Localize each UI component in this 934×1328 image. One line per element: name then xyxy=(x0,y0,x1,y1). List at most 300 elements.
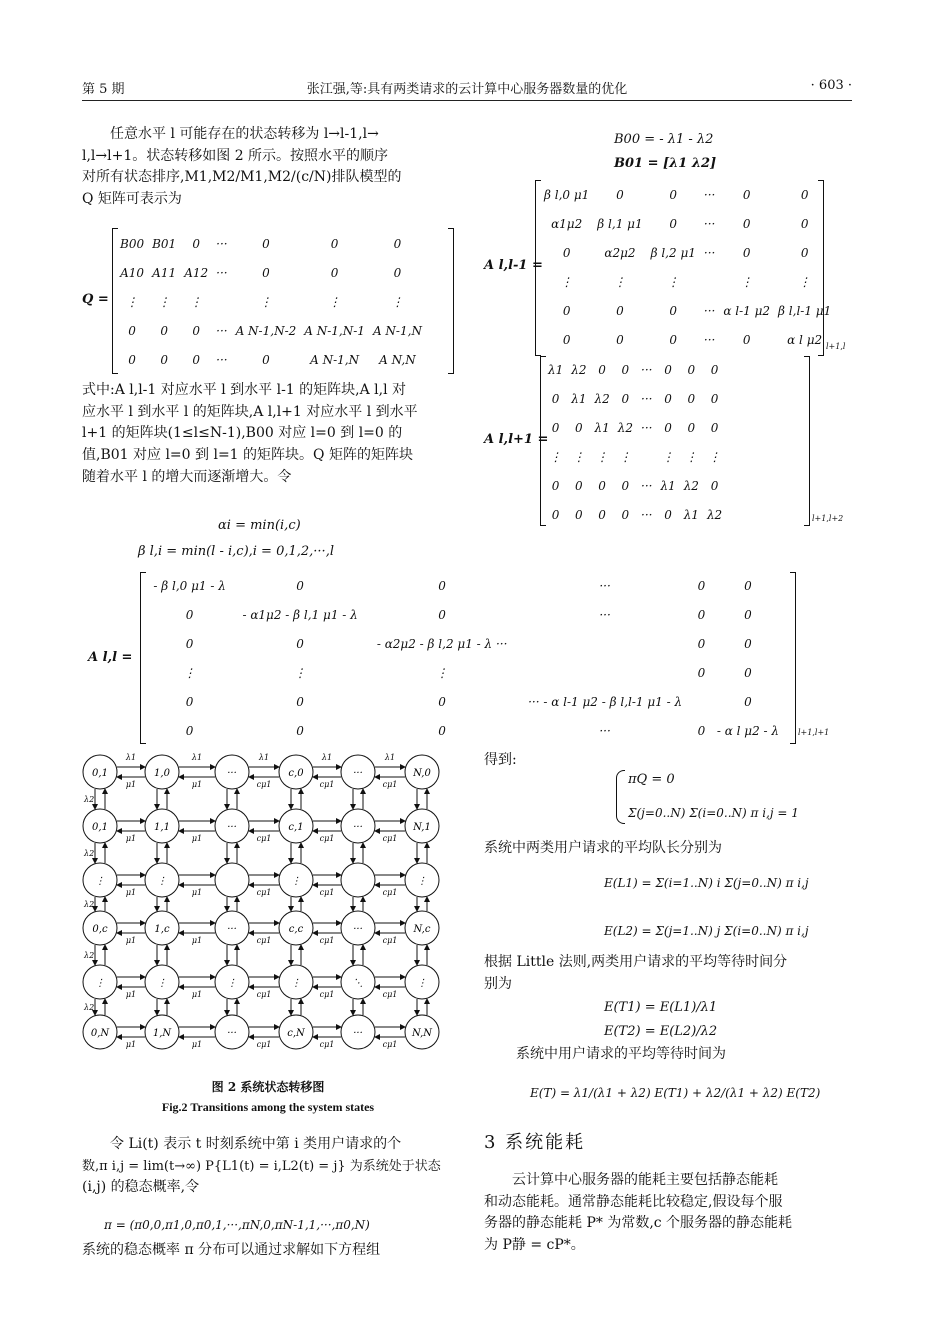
state-label: c,0 xyxy=(288,768,304,779)
text-line: 云计算中心服务器的能耗主要包括静态能耗 xyxy=(512,1172,778,1188)
matrix-row xyxy=(146,658,786,687)
matrix-cell: ··· xyxy=(641,478,653,493)
matrix-cell: 0 xyxy=(160,323,168,338)
q-matrix-label: Q = xyxy=(82,292,109,307)
matrix-cell: 0 xyxy=(185,636,194,651)
matrix-cell: 0 xyxy=(192,352,200,367)
matrix-cell: 0 xyxy=(616,187,624,202)
matrix-explanation xyxy=(82,380,452,489)
matrix-cell: ⋮ xyxy=(613,274,626,289)
a-diag-size: l+1,l+1 xyxy=(798,728,830,737)
edge-label: λ1 xyxy=(384,753,396,762)
matrix-cell: β l,2 μ1 xyxy=(650,245,696,260)
matrix-cell: 0 xyxy=(697,578,706,593)
edge-label: cμ1 xyxy=(382,1040,398,1049)
matrix-cell: ⋮ xyxy=(391,294,404,309)
matrix-cell: 0 xyxy=(192,323,200,338)
energy-paragraph xyxy=(484,1170,854,1257)
matrix-cell: ··· xyxy=(216,236,228,251)
matrix-cell: 0 xyxy=(742,245,751,260)
matrix-cell: 0 xyxy=(562,245,571,260)
matrix-cell: 0 xyxy=(697,723,706,738)
matrix-cell: 0 xyxy=(710,420,719,435)
matrix-cell: 0 xyxy=(687,420,696,435)
matrix-cell: ··· xyxy=(216,323,228,338)
text-line: 务器的静态能耗 P* 为常数,c 个服务器的静态能耗 xyxy=(484,1215,793,1232)
a-lower-size: l+1,l xyxy=(826,342,846,351)
matrix-cell: 0 xyxy=(710,391,719,406)
edge-label: cμ1 xyxy=(382,888,398,897)
matrix-cell: ⋮ xyxy=(328,294,341,309)
matrix-row xyxy=(146,600,786,629)
edge-label: λ1 xyxy=(125,753,137,762)
state-label: ⋮ xyxy=(157,978,167,989)
matrix-cell: ⋮ xyxy=(740,274,753,289)
matrix-cell: 0 xyxy=(393,236,402,251)
matrix-row xyxy=(116,345,426,374)
matrix-cell: 0 xyxy=(800,245,809,260)
matrix-cell xyxy=(517,629,693,658)
matrix-cell: 0 xyxy=(551,507,560,522)
text-line: 数,π i,j = lim(t→∞) P{L1(t) = i,L2(t) = j} 为系统处于状态 xyxy=(82,1158,441,1174)
edge-label: λ1 xyxy=(258,753,270,762)
matrix-cell: ⋮ xyxy=(294,665,307,680)
matrix-cell: 0 xyxy=(664,391,672,406)
figure-caption-en: Fig.2 Transitions among the system states xyxy=(161,1100,375,1114)
state-label: ··· xyxy=(227,924,237,935)
a-diag-label: A l,l = xyxy=(88,650,133,665)
state-label: N,c xyxy=(413,924,431,935)
matrix-cell: 0 xyxy=(621,507,630,522)
obtain-label: 得到: xyxy=(484,752,517,768)
state-label: ⋮ xyxy=(291,978,301,989)
matrix-cell: ··· xyxy=(703,332,716,347)
state-node xyxy=(215,863,249,897)
edge-label: cμ1 xyxy=(382,990,398,999)
matrix-cell: 0 xyxy=(744,694,752,709)
edge-label: cμ1 xyxy=(256,834,272,843)
matrix-cell: 0 xyxy=(128,352,136,367)
matrix-cell: 0 xyxy=(616,303,624,318)
matrix-cell: ··· xyxy=(641,391,653,406)
matrix-cell: ··· xyxy=(703,187,716,202)
matrix-cell: A12 xyxy=(184,265,209,280)
matrix-cell: 0 xyxy=(616,332,624,347)
queue-length-text: 系统中两类用户请求的平均队长分别为 xyxy=(484,840,722,856)
edge-label: λ2 xyxy=(84,1003,95,1012)
text-line: 根据 Little 法则,两类用户请求的平均等待时间分 xyxy=(484,954,788,970)
matrix-cell: 0 xyxy=(744,665,752,680)
state-transition-diagram xyxy=(82,746,454,1050)
matrix-cell: 0 xyxy=(185,723,194,738)
matrix-cell: α l μ2 xyxy=(787,332,823,347)
edge-label: cμ1 xyxy=(319,780,335,789)
text-line: (i,j) 的稳态概率,令 xyxy=(82,1179,200,1196)
edge-label: λ2 xyxy=(84,795,95,804)
matrix-cell: 0 xyxy=(438,578,446,593)
matrix-cell: λ2 xyxy=(594,391,610,406)
matrix-cell: 0 xyxy=(438,723,446,738)
state-label: ··· xyxy=(353,1028,363,1039)
issue-number: 第 5 期 xyxy=(82,82,125,97)
matrix-row xyxy=(116,287,426,316)
state-label: 0,c xyxy=(92,924,108,935)
el1-equation: E(L1) = Σ(i=1..N) i Σ(j=0..N) π i,j xyxy=(604,876,809,890)
matrix-cell xyxy=(517,658,693,687)
edge-label: μ1 xyxy=(191,1040,203,1049)
matrix-cell: 0 xyxy=(551,478,560,493)
state-label: c,N xyxy=(287,1028,305,1039)
matrix-cell: 0 xyxy=(598,507,606,522)
matrix-cell: 0 xyxy=(393,265,402,280)
matrix-cell: β l,l-1 μ1 xyxy=(778,303,832,318)
matrix-row xyxy=(116,316,426,345)
matrix-cell: 0 xyxy=(192,236,200,251)
matrix-cell xyxy=(212,287,231,316)
state-label: 1,1 xyxy=(154,822,170,833)
matrix-cell: 0 xyxy=(262,352,270,367)
text-line: 任意水平 l 可能存在的状态转移为 l→l-1,l→ xyxy=(110,126,379,142)
matrix-cell: 0 xyxy=(185,694,194,709)
matrix-row xyxy=(540,296,835,325)
et1-equation: E(T1) = E(L1)/λ1 xyxy=(604,1000,718,1015)
matrix-cell: 0 xyxy=(744,607,752,622)
beta-definition: β l,i = min(l - i,c),i = 0,1,2,···,l xyxy=(138,544,334,559)
matrix-cell: ⋮ xyxy=(619,449,632,464)
edge-label: λ2 xyxy=(84,951,95,960)
text-line: 随着水平 l 的增大而逐渐增大。令 xyxy=(82,468,292,485)
avg-wait-text: 系统中用户请求的平均等待时间为 xyxy=(516,1046,726,1062)
edge-label: μ1 xyxy=(191,990,203,999)
matrix-cell: ··· xyxy=(641,507,653,522)
matrix-cell: - β l,0 μ1 - λ xyxy=(153,578,226,593)
matrix-cell: 0 xyxy=(575,478,583,493)
edge-label: μ1 xyxy=(125,990,137,999)
a-diag-matrix xyxy=(146,571,786,745)
state-label: ··· xyxy=(353,768,363,779)
a-upper-matrix xyxy=(544,355,726,529)
matrix-cell: 0 xyxy=(687,391,696,406)
matrix-cell: 0 xyxy=(697,636,706,651)
state-label: ··· xyxy=(353,924,363,935)
state-transition-figure xyxy=(82,746,454,1050)
text-line: Q 矩阵可表示为 xyxy=(82,191,182,208)
edge-label: cμ1 xyxy=(319,990,335,999)
page-number: · 603 · xyxy=(810,78,852,93)
matrix-cell: λ1 xyxy=(548,362,564,377)
matrix-row xyxy=(146,687,786,716)
matrix-cell: α1μ2 xyxy=(551,216,583,231)
matrix-cell: 0 xyxy=(697,665,706,680)
a-lower-matrix xyxy=(540,180,835,354)
edge-label: λ1 xyxy=(191,753,203,762)
edge-label: cμ1 xyxy=(256,1040,272,1049)
matrix-cell: B01 xyxy=(152,236,177,251)
edge-label: μ1 xyxy=(125,1040,137,1049)
matrix-cell: 0 xyxy=(744,636,752,651)
matrix-cell: λ2 xyxy=(617,420,633,435)
matrix-cell: ⋮ xyxy=(436,665,449,680)
state-label: ··· xyxy=(227,768,237,779)
state-label: ··· xyxy=(227,1028,237,1039)
matrix-cell: 0 xyxy=(575,507,583,522)
edge-label: cμ1 xyxy=(319,888,335,897)
edge-label: μ1 xyxy=(125,780,137,789)
edge-label: λ2 xyxy=(84,849,95,858)
matrix-row xyxy=(544,471,726,500)
matrix-cell: 0 xyxy=(562,303,571,318)
edge-label: cμ1 xyxy=(382,834,398,843)
edge-label: cμ1 xyxy=(319,936,335,945)
matrix-cell: 0 xyxy=(742,216,751,231)
matrix-cell: β l,0 μ1 xyxy=(544,187,590,202)
matrix-row xyxy=(544,384,726,413)
b00-equation: B00 = - λ1 - λ2 xyxy=(614,132,714,147)
matrix-row xyxy=(544,355,726,384)
matrix-cell: λ2 xyxy=(571,362,587,377)
matrix-cell: 0 xyxy=(687,362,696,377)
matrix-cell: ⋮ xyxy=(572,449,585,464)
matrix-cell: ··· - α l-1 μ2 - β l,l-1 μ1 - λ xyxy=(528,694,683,709)
matrix-cell: ··· xyxy=(599,578,611,593)
matrix-cell: ⋮ xyxy=(126,294,139,309)
matrix-cell: 0 xyxy=(710,362,719,377)
matrix-cell: - α2μ2 - β l,2 μ1 - λ ··· xyxy=(376,636,508,651)
matrix-cell: A N-1,N xyxy=(372,323,422,338)
matrix-cell: 0 xyxy=(438,607,446,622)
equation-normalize: Σ(j=0..N) Σ(i=0..N) π i,j = 1 xyxy=(628,806,799,820)
matrix-row xyxy=(146,629,786,658)
matrix-row xyxy=(146,716,786,745)
matrix-cell: λ2 xyxy=(683,478,699,493)
matrix-cell: 0 xyxy=(562,332,571,347)
matrix-row xyxy=(116,229,426,258)
state-label: N,0 xyxy=(413,768,431,779)
matrix-cell: 0 xyxy=(742,187,751,202)
matrix-cell: ⋮ xyxy=(158,294,171,309)
matrix-cell: 0 xyxy=(330,265,339,280)
section-heading: 3 系统能耗 xyxy=(484,1132,586,1153)
edge-label: cμ1 xyxy=(319,834,335,843)
matrix-bracket-right xyxy=(448,228,454,374)
state-label: c,1 xyxy=(288,822,304,833)
pi-vector: π = (π0,0,π1,0,π0,1,···,πN,0,πN-1,1,···,π0,N) xyxy=(104,1218,370,1232)
et2-equation: E(T2) = E(L2)/λ2 xyxy=(604,1024,718,1039)
matrix-cell: 0 xyxy=(262,236,270,251)
matrix-cell: λ1 xyxy=(594,420,610,435)
matrix-bracket-right xyxy=(790,572,796,744)
state-label: c,c xyxy=(288,924,304,935)
matrix-cell: ··· xyxy=(703,245,716,260)
matrix-cell: 0 xyxy=(800,187,809,202)
text-line: 系统的稳态概率 π 分布可以通过求解如下方程组 xyxy=(82,1242,381,1258)
matrix-cell: ··· xyxy=(641,420,653,435)
matrix-row xyxy=(540,325,835,354)
edge-label: cμ1 xyxy=(256,780,272,789)
matrix-cell: B00 xyxy=(120,236,145,251)
matrix-cell: - α l μ2 - λ xyxy=(716,723,780,738)
matrix-cell: ⋮ xyxy=(549,449,562,464)
text-line: l,l→l+1。状态转移如图 2 所示。按照水平的顺序 xyxy=(82,147,389,164)
matrix-bracket-right xyxy=(804,356,810,526)
matrix-cell: ··· xyxy=(599,607,611,622)
matrix-cell: 0 xyxy=(296,578,304,593)
steady-state-paragraph xyxy=(82,1134,454,1199)
el2-equation: E(L2) = Σ(j=1..N) j Σ(i=0..N) π i,j xyxy=(604,924,809,938)
matrix-cell: A11 xyxy=(152,265,177,280)
q-matrix xyxy=(116,229,426,374)
matrix-row xyxy=(540,238,835,267)
edge-label: μ1 xyxy=(191,834,203,843)
matrix-cell xyxy=(693,687,710,716)
edge-label: μ1 xyxy=(191,780,203,789)
matrix-cell: 0 xyxy=(575,420,583,435)
edge-label: cμ1 xyxy=(382,780,398,789)
edge-label: cμ1 xyxy=(319,1040,335,1049)
text-line: 令 Li(t) 表示 t 时刻系统中第 i 类用户请求的个 xyxy=(110,1136,402,1152)
text-line: 应水平 l 到水平 l 的矩阵块,A l,l+1 对应水平 l 到水平 xyxy=(82,403,418,420)
state-label: ··· xyxy=(227,822,237,833)
alpha-definition: αi = min(i,c) xyxy=(218,518,301,533)
a-upper-size: l+1,l+2 xyxy=(812,514,844,523)
state-label: ⋮ xyxy=(157,876,167,887)
matrix-cell: λ1 xyxy=(683,507,699,522)
state-label: ··· xyxy=(353,822,363,833)
state-label: ⋮ xyxy=(227,978,237,989)
matrix-cell: 0 xyxy=(664,420,672,435)
matrix-row xyxy=(116,258,426,287)
text-line: l+1 的矩阵块(1≤l≤N-1),B00 对应 l=0 到 l=0 的 xyxy=(82,425,403,442)
matrix-cell: 0 xyxy=(598,478,606,493)
matrix-cell: - α1μ2 - β l,1 μ1 - λ xyxy=(242,607,358,622)
matrix-cell: A N-1,N-1 xyxy=(304,323,365,338)
matrix-cell: 0 xyxy=(664,362,672,377)
matrix-cell: ⋮ xyxy=(596,449,609,464)
state-label: ⋮ xyxy=(95,978,105,989)
matrix-cell: A N-1,N xyxy=(310,352,360,367)
matrix-cell: β l,1 μ1 xyxy=(597,216,643,231)
matrix-row xyxy=(146,571,786,600)
matrix-cell: 0 xyxy=(598,362,606,377)
matrix-cell: ⋮ xyxy=(183,665,196,680)
b01-equation: B01 = [λ1 λ2] xyxy=(614,156,717,171)
matrix-cell: 0 xyxy=(128,323,136,338)
matrix-cell: 0 xyxy=(621,478,630,493)
matrix-cell: ⋮ xyxy=(685,449,698,464)
state-label: 1,N xyxy=(152,1028,172,1039)
matrix-row xyxy=(544,413,726,442)
matrix-row xyxy=(540,209,835,238)
edge-label: cμ1 xyxy=(256,888,272,897)
state-label: N,1 xyxy=(413,822,431,833)
state-label: 0,1 xyxy=(92,822,108,833)
edge-label: μ1 xyxy=(125,936,137,945)
matrix-cell: 0 xyxy=(438,694,446,709)
text-line: 别为 xyxy=(484,975,512,992)
matrix-cell: 0 xyxy=(621,362,630,377)
matrix-cell: ⋮ xyxy=(798,274,811,289)
text-line: 值,B01 对应 l=0 到 l=1 的矩阵块。Q 矩阵的矩阵块 xyxy=(82,447,413,464)
matrix-cell: λ2 xyxy=(706,507,723,522)
matrix-row xyxy=(540,180,835,209)
matrix-cell xyxy=(700,267,719,296)
intro-paragraph xyxy=(82,124,452,211)
matrix-cell: A10 xyxy=(120,265,145,280)
matrix-cell: 0 xyxy=(669,332,678,347)
matrix-cell: 0 xyxy=(551,420,560,435)
matrix-cell: 0 xyxy=(621,391,630,406)
edge-label: μ1 xyxy=(191,936,203,945)
edge-label: μ1 xyxy=(125,834,137,843)
state-label: N,N xyxy=(411,1028,433,1039)
matrix-cell: ⋮ xyxy=(190,294,203,309)
matrix-cell: ··· xyxy=(216,265,228,280)
text-line: 式中:A l,l-1 对应水平 l 到水平 l-1 的矩阵块,A l,l 对 xyxy=(82,382,407,398)
state-label: ⋮ xyxy=(291,876,301,887)
matrix-cell: 0 xyxy=(744,578,752,593)
matrix-cell: 0 xyxy=(742,332,751,347)
matrix-cell: ⋮ xyxy=(662,449,675,464)
system-brace xyxy=(616,770,625,824)
matrix-cell: λ1 xyxy=(660,478,676,493)
matrix-cell: ··· xyxy=(641,362,653,377)
state-label: ⋱ xyxy=(353,978,363,989)
state-label: 1,0 xyxy=(154,768,170,779)
matrix-cell: 0 xyxy=(296,723,304,738)
matrix-cell: ··· xyxy=(599,723,611,738)
matrix-cell: 0 xyxy=(800,216,809,231)
matrix-cell: ⋮ xyxy=(708,449,721,464)
matrix-row xyxy=(544,442,726,471)
matrix-cell: 0 xyxy=(664,507,672,522)
text-line: 为 P静 = cP*。 xyxy=(484,1237,585,1254)
state-label: 0,1 xyxy=(92,768,108,779)
matrix-cell: 0 xyxy=(185,607,194,622)
a-upper-label: A l,l+1 = xyxy=(484,432,549,447)
state-node xyxy=(341,863,375,897)
equation-piq: πQ = 0 xyxy=(628,772,675,787)
edge-label: μ1 xyxy=(191,888,203,897)
matrix-cell xyxy=(637,442,656,471)
matrix-cell: ⋮ xyxy=(259,294,272,309)
state-label: 1,c xyxy=(154,924,170,935)
little-law-text xyxy=(484,952,856,995)
matrix-cell: 0 xyxy=(697,607,706,622)
matrix-cell: 0 xyxy=(296,694,304,709)
state-label: ⋮ xyxy=(417,876,427,887)
a-lower-label: A l,l-1 = xyxy=(484,258,543,273)
matrix-cell: A N-1,N-2 xyxy=(235,323,297,338)
et-equation: E(T) = λ1/(λ1 + λ2) E(T1) + λ2/(λ1 + λ2) E(T2) xyxy=(530,1086,821,1100)
edge-label: cμ1 xyxy=(382,936,398,945)
matrix-cell: 0 xyxy=(669,187,678,202)
matrix-row xyxy=(540,267,835,296)
edge-label: λ1 xyxy=(321,753,333,762)
state-label: 0,N xyxy=(90,1028,110,1039)
state-label: ⋮ xyxy=(95,876,105,887)
edge-label: cμ1 xyxy=(256,990,272,999)
edge-label: λ2 xyxy=(84,900,95,909)
matrix-cell: ··· xyxy=(703,216,716,231)
header-rule xyxy=(82,100,852,101)
text-line: 和动态能耗。通常静态能耗比较稳定,假设每个服 xyxy=(484,1193,783,1210)
edge-label: cμ1 xyxy=(256,936,272,945)
matrix-row xyxy=(544,500,726,529)
matrix-cell: 0 xyxy=(330,236,339,251)
figure-caption-cn: 图 2 系统状态转移图 xyxy=(211,1080,325,1094)
matrix-cell: 0 xyxy=(669,216,678,231)
matrix-cell: α2μ2 xyxy=(604,245,636,260)
